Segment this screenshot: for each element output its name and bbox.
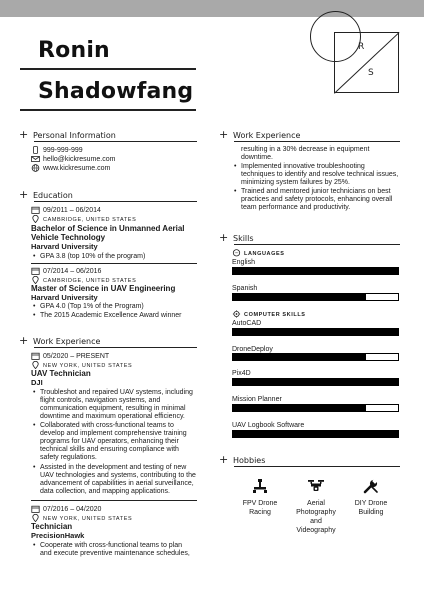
plus-icon: + (19, 334, 29, 347)
last-name: Shadowfang (38, 79, 194, 104)
location-pin-icon (31, 215, 40, 223)
section-title: Education (33, 190, 73, 200)
education-degree: Bachelor of Science in Unmanned Aerial (31, 224, 185, 233)
section-title: Skills (233, 233, 254, 243)
work-bullet-cont: practices and safety protocols, enhancing overall (241, 196, 393, 203)
plus-icon: + (219, 231, 229, 244)
hobby-label: Racing (249, 509, 271, 516)
work-bullet-cont: downtime and maximum operational efficiency. (40, 413, 185, 420)
contact-email (31, 155, 115, 164)
education-location-text: CAMBRIDGE, UNITED STATES (43, 278, 137, 284)
work-dates (31, 505, 101, 514)
education-school: Harvard University (31, 293, 98, 302)
calendar-icon (31, 505, 40, 513)
location-pin-icon (31, 276, 40, 284)
work-bullet-cont: techniques to identify and resolve technical issues, (241, 171, 399, 178)
plus-icon: + (19, 188, 29, 201)
hobby-label: and (310, 518, 322, 525)
location-pin-icon (31, 361, 40, 369)
section-rule (34, 347, 197, 348)
skill-level-bar (232, 353, 399, 361)
bullet-line: Collaborated with cross-functional teams to (40, 422, 174, 429)
education-school: Harvard University (31, 242, 98, 251)
skill-level-bar (232, 267, 399, 275)
calendar-icon (31, 352, 40, 360)
plus-icon: + (219, 453, 229, 466)
name-divider (20, 109, 196, 111)
work-title: UAV Technician (31, 369, 91, 378)
skill-level-bar (232, 328, 399, 336)
skill-name: Mission Planner (232, 396, 282, 403)
first-name: Ronin (38, 38, 110, 63)
education-dates-text: 07/2014 – 06/2016 (43, 268, 102, 275)
section-title: Hobbies (233, 455, 266, 465)
hobby-item (344, 477, 398, 517)
work-bullet-cont: resulting in a 30% decrease in equipment (241, 146, 370, 153)
fpv-drone-icon (251, 477, 269, 495)
work-company: DJI (31, 378, 43, 387)
skill-name: English (232, 259, 255, 266)
work-title: Technician (31, 522, 73, 531)
work-dates (31, 352, 109, 361)
monogram-letter-last: S (368, 68, 374, 78)
education-bullet: • The 2015 Academic Excellence Award winner (31, 311, 182, 320)
envelope-icon (31, 155, 40, 163)
skill-level-bar (232, 378, 399, 386)
name-divider (20, 68, 196, 70)
work-bullet-cont: develop and implement comprehensive training (40, 430, 187, 437)
section-personal-info (19, 129, 116, 141)
location-pin-icon (31, 514, 40, 522)
skill-name: Pix4D (232, 370, 251, 377)
education-dates (31, 206, 101, 215)
section-education (19, 189, 73, 201)
globe-icon (31, 164, 40, 172)
work-location-text: NEW YORK, UNITED STATES (43, 363, 133, 369)
section-rule (234, 141, 400, 142)
hobby-item (233, 477, 287, 517)
hobby-item (289, 477, 343, 535)
hobby-label: Building (358, 509, 384, 516)
section-rule (234, 466, 400, 467)
hobby-label: Photography (296, 509, 336, 516)
work-company: PrecisionHawk (31, 531, 85, 540)
hobby-label: Aerial (307, 500, 325, 507)
contact-phone-text: 999-999-999 (43, 147, 83, 154)
gear-icon (232, 310, 241, 318)
education-degree-cont: Vehicle Technology (31, 233, 106, 242)
section-hobbies (219, 454, 265, 466)
speech-bubble-icon (232, 249, 241, 257)
calendar-icon (31, 267, 40, 275)
skill-bar-remainder (366, 354, 398, 360)
bullet-line: Troubleshot and repaired UAV systems, including (40, 389, 193, 396)
phone-icon (31, 146, 40, 154)
skills-languages-label-text: LANGUAGES (244, 251, 285, 257)
work-bullet-cont: programs for UAV operators, enhancing their (40, 438, 179, 445)
section-title: Personal Information (33, 130, 116, 140)
skill-name: DroneDeploy (232, 346, 273, 353)
section-rule (34, 201, 197, 202)
entry-divider (31, 263, 197, 264)
camera-drone-icon (307, 477, 325, 495)
section-work-experience-continued (219, 129, 300, 141)
entry-divider (31, 500, 197, 501)
education-dates (31, 267, 101, 276)
plus-icon: + (19, 128, 29, 141)
section-rule (234, 244, 400, 245)
work-bullet-cont: minimizing system failures by 25%. (241, 179, 350, 186)
education-dates-text: 09/2011 – 06/2014 (43, 207, 101, 214)
work-dates-text: 05/2020 – PRESENT (43, 353, 110, 360)
section-skills (219, 232, 254, 244)
skill-name: Spanish (232, 285, 258, 292)
skill-level-bar (232, 293, 399, 301)
section-work-experience (19, 335, 100, 347)
contact-website-text[interactable]: www.kickresume.com (43, 165, 111, 172)
skill-name: UAV Logbook Software (232, 422, 305, 429)
work-bullet-cont: flight controls, navigation systems, and (40, 397, 161, 404)
plus-icon: + (219, 128, 229, 141)
contact-website (31, 164, 110, 173)
education-degree: Master of Science in UAV Engineering (31, 284, 176, 293)
skill-name: AutoCAD (232, 320, 262, 327)
top-bar (0, 0, 424, 17)
work-dates-text: 07/2016 – 04/2020 (43, 506, 102, 513)
work-bullet-cont: downtime. (241, 154, 273, 161)
bullet-line: Trained and mentored junior technicians on best (241, 188, 391, 195)
section-rule (34, 141, 197, 142)
work-bullet-cont: UAV technologies and systems, contributing to the (40, 472, 196, 479)
skills-computer-label-text: COMPUTER SKILLS (244, 312, 306, 318)
skill-bar-remainder (366, 294, 398, 300)
work-bullet-cont: technical skills and ensuring compliance with (40, 446, 179, 453)
bullet-line: Implemented innovative troubleshooting (241, 163, 365, 170)
contact-phone (31, 146, 83, 155)
bullet-line: Assisted in the development and testing of new (40, 464, 187, 471)
contact-email-text[interactable]: hello@kickresume.com (43, 156, 116, 163)
hobby-label: FPV Drone (242, 500, 278, 507)
hobby-label: Videography (296, 527, 336, 534)
work-bullet-cont: safety regulations. (40, 454, 97, 461)
education-bullet: • GPA 3.8 (top 10% of the program) (31, 252, 145, 261)
education-bullet: • GPA 4.0 (Top 1% of the Program) (31, 302, 144, 311)
work-bullet-cont: and execute preventive maintenance schedules, (40, 550, 190, 557)
work-bullet-cont: team performance and productivity. (241, 204, 351, 211)
section-title: Work Experience (233, 130, 301, 140)
work-bullet-cont: communication equipment, resulting in minimal (40, 405, 186, 412)
education-location-text: CAMBRIDGE, UNITED STATES (43, 217, 137, 223)
monogram-letter-first: R (358, 42, 365, 52)
work-location-text: NEW YORK, UNITED STATES (43, 516, 133, 522)
bullet-line: Cooperate with cross-functional teams to plan (40, 542, 183, 549)
calendar-icon (31, 206, 40, 214)
work-bullet-cont: advancement of capabilities in aerial surveillance, (40, 480, 194, 487)
section-title: Work Experience (33, 336, 101, 346)
skill-level-bar (232, 430, 399, 438)
hobby-label: DIY Drone (354, 500, 388, 507)
wrench-icon (362, 477, 380, 495)
skill-bar-remainder (366, 405, 398, 411)
work-bullet-cont: data collection, and mapping applications. (40, 488, 170, 495)
skill-level-bar (232, 404, 399, 412)
